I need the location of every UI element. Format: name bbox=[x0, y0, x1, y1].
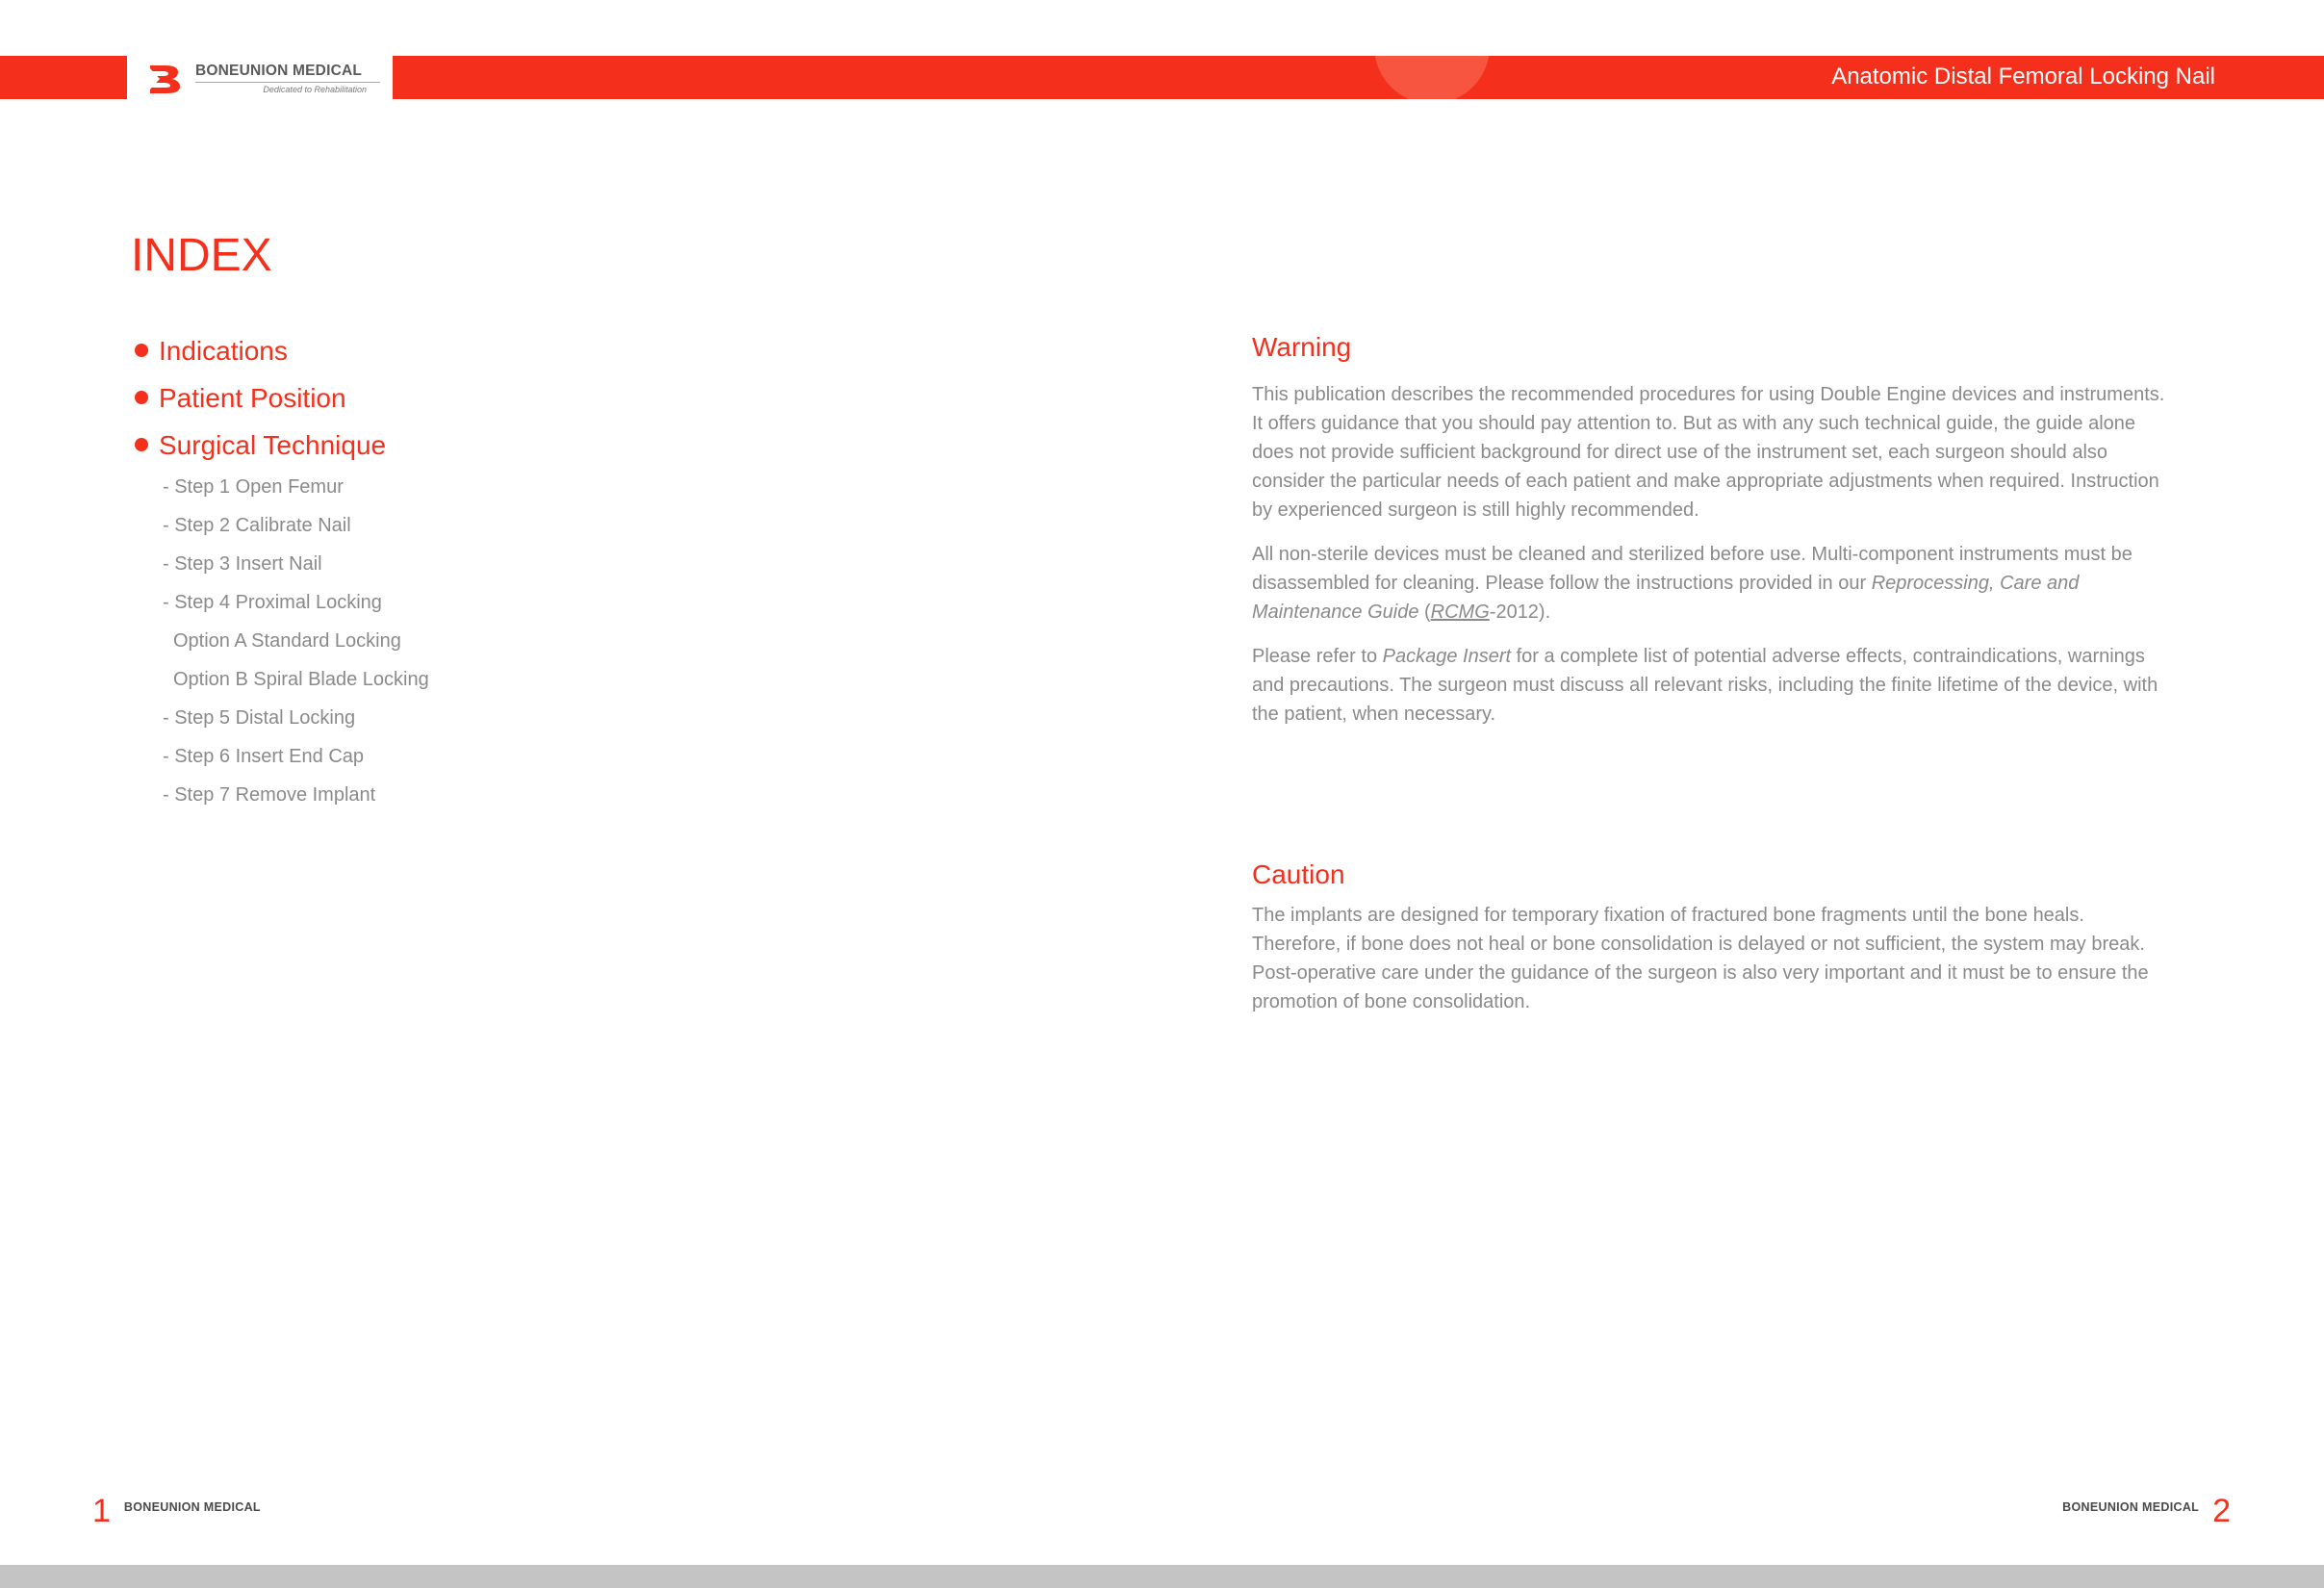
index-item-patient-position[interactable] bbox=[131, 378, 997, 425]
warning-heading: Warning bbox=[1252, 332, 1352, 362]
caution-paragraph: The implants are designed for temporary fixation of fractured bone fragments until the bone heals. Therefore, if bone does not heal or bone consolidation is delayed or not sufficient, the system may break. Post-operative care under the guidance of the surgeon is also very important and it must be to ensure the promotion of bone consolidation. bbox=[1252, 905, 2149, 1012]
warning-paragraph-1: This publication describes the recommended procedures for using Double Engine devices and instruments. It offers guidance that you should pay attention to. But as with any such technical guide, the guide alone does not provide sufficient background for direct use of the instrument set, each surgeon should also consider the particular needs of each patient and make appropriate adjustments when required. Instruction by experienced surgeon is still highly recommended. bbox=[1252, 384, 2165, 521]
boneunion-logo-icon bbox=[146, 63, 191, 95]
warning-p2-text: -2012). bbox=[1489, 602, 1551, 623]
step-4-option-a[interactable]: Option A Standard Locking bbox=[173, 630, 401, 652]
warning-p2-text: ( bbox=[1418, 602, 1431, 623]
caution-heading: Caution bbox=[1252, 859, 1345, 889]
surgical-steps-list bbox=[131, 473, 997, 819]
rcmg-code: RCMG bbox=[1430, 602, 1490, 623]
step-5-distal-locking[interactable]: - Step 5 Distal Locking bbox=[163, 707, 356, 729]
index-item-label: Indications bbox=[159, 336, 288, 366]
warning-paragraph-2 bbox=[1252, 540, 2176, 627]
index-item-indications[interactable] bbox=[131, 331, 997, 378]
logo-name: BONEUNION MEDICAL bbox=[195, 63, 363, 79]
index-item-label: Surgical Technique bbox=[159, 430, 387, 460]
index-list bbox=[131, 331, 997, 819]
step-4-option-b[interactable]: Option B Spiral Blade Locking bbox=[173, 669, 429, 690]
index-item-surgical-technique[interactable] bbox=[131, 425, 997, 473]
brand-logo bbox=[127, 56, 393, 99]
footer-brand-right: BONEUNION MEDICAL bbox=[2062, 1500, 2200, 1514]
step-7-remove-implant[interactable]: - Step 7 Remove Implant bbox=[163, 784, 376, 806]
footer-brand-left: BONEUNION MEDICAL bbox=[123, 1500, 261, 1514]
page-number-left: 1 bbox=[92, 1493, 111, 1529]
warning-p3-text: Please refer to bbox=[1252, 646, 1383, 667]
package-insert-title: Package Insert bbox=[1382, 646, 1512, 667]
caution-section bbox=[1252, 857, 2176, 1016]
step-4-proximal-locking[interactable]: - Step 4 Proximal Locking bbox=[163, 592, 382, 613]
step-3-insert-nail[interactable]: - Step 3 Insert Nail bbox=[163, 553, 322, 575]
logo-tagline: Dedicated to Rehabilitation bbox=[263, 85, 367, 94]
bullet-icon bbox=[135, 391, 148, 404]
step-1-open-femur[interactable]: - Step 1 Open Femur bbox=[163, 476, 344, 498]
document-title: Anatomic Distal Femoral Locking Nail bbox=[1831, 64, 2215, 90]
step-2-calibrate-nail[interactable]: - Step 2 Calibrate Nail bbox=[163, 515, 351, 536]
index-title: INDEX bbox=[131, 230, 272, 281]
bullet-icon bbox=[135, 438, 148, 451]
warning-p2-text: All non-sterile devices must be cleaned and sterilized before use. Multi-component instruments must be disassembled for cleaning. Please follow the instructions provided in our bbox=[1252, 544, 2132, 594]
footer-left bbox=[92, 1492, 261, 1530]
bullet-icon bbox=[135, 344, 148, 357]
warning-paragraph-3 bbox=[1252, 642, 2176, 729]
index-item-label: Patient Position bbox=[159, 383, 346, 413]
page-number-right: 2 bbox=[2212, 1493, 2231, 1529]
footer-right bbox=[2062, 1492, 2231, 1530]
step-6-insert-end-cap[interactable]: - Step 6 Insert End Cap bbox=[163, 746, 365, 767]
logo-divider bbox=[195, 82, 380, 83]
warning-p3-text: for a complete list of potential adverse effects, contraindications, warnings and precautions. The surgeon must discuss all relevant risks, including the finite lifetime of the device, with the patient, when necessary. bbox=[1252, 646, 2158, 725]
header-decorative-circle bbox=[1374, 56, 1490, 99]
bottom-bar bbox=[0, 1565, 2324, 1588]
guide-title: Reprocessing, Care and Maintenance Guide bbox=[1252, 573, 2080, 623]
warning-section bbox=[1252, 329, 2176, 729]
